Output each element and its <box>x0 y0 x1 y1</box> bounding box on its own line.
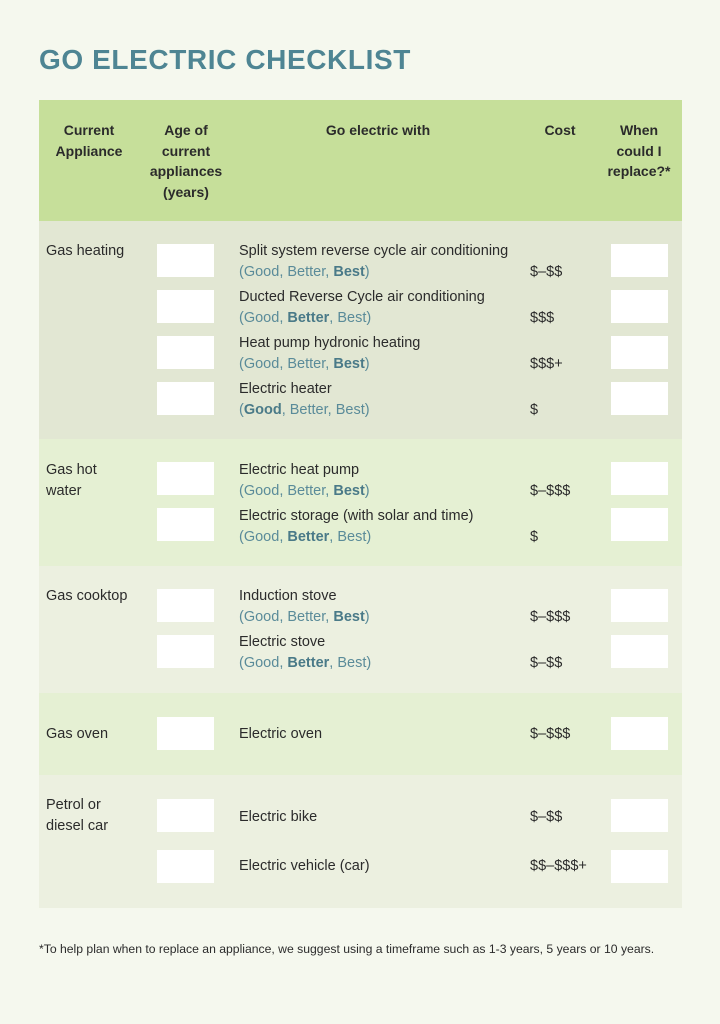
cost-value: $–$$$ <box>530 726 571 742</box>
appliance-label <box>46 241 124 262</box>
rating-best-highlighted: Best <box>333 483 365 499</box>
appliance-text: water <box>46 483 82 499</box>
checklist-table <box>39 100 682 908</box>
rating-scale: (Good, Better, Best) <box>239 264 370 280</box>
section-gas-oven <box>39 693 682 775</box>
alternative-name: Induction stove <box>239 588 337 604</box>
when-input-box[interactable] <box>611 717 668 750</box>
rating-good: Good <box>243 609 280 625</box>
rating-scale: (Good, Better, Best) <box>239 356 370 372</box>
appliance-text: Gas hot <box>46 462 97 478</box>
rating-best-highlighted: Best <box>333 264 365 280</box>
alternative-text <box>239 287 485 329</box>
when-input-box[interactable] <box>611 508 668 541</box>
cost-value: $$$+ <box>530 356 563 372</box>
rating-good-highlighted: Good <box>243 402 282 418</box>
header-when <box>599 120 679 182</box>
rating-better: Better <box>287 264 326 280</box>
header-text: current <box>161 142 211 159</box>
age-input-box[interactable] <box>157 799 214 832</box>
age-input-box[interactable] <box>157 244 214 277</box>
cost-value: $ <box>530 402 539 418</box>
alternative-name: Electric stove <box>239 634 326 650</box>
section-gas-heating <box>39 221 682 439</box>
header-text: Cost <box>544 122 576 138</box>
alternative-text <box>239 807 317 828</box>
table-header <box>39 100 682 221</box>
rating-better: Better <box>287 483 326 499</box>
rating-best-highlighted: Best <box>333 356 365 372</box>
alternative-text <box>239 632 371 674</box>
cost-value: $$–$$$+ <box>530 858 587 874</box>
when-input-box[interactable] <box>611 336 668 369</box>
header-text: Appliance <box>55 142 123 159</box>
age-input-box[interactable] <box>157 382 214 415</box>
alternative-text <box>239 460 370 502</box>
header-text: Current <box>63 122 115 138</box>
rating-better: Better <box>289 402 328 418</box>
age-input-box[interactable] <box>157 589 214 622</box>
age-input-box[interactable] <box>157 336 214 369</box>
alternative-text <box>239 506 474 548</box>
rating-best-highlighted: Best <box>333 609 365 625</box>
header-age <box>139 120 233 202</box>
age-input-box[interactable] <box>157 508 214 541</box>
rating-good: Good <box>243 310 280 326</box>
age-input-box[interactable] <box>157 635 214 668</box>
appliance-label <box>46 724 108 745</box>
rating-better: Better <box>287 609 326 625</box>
when-input-box[interactable] <box>611 462 668 495</box>
rating-scale: (Good, Better, Best) <box>239 655 372 671</box>
header-go-electric-with <box>239 120 517 141</box>
page-title: GO ELECTRIC CHECKLIST <box>39 44 411 75</box>
cost-value: $–$$$ <box>530 609 571 625</box>
header-text: replace?* <box>607 163 671 179</box>
rating-better: Better <box>287 356 326 372</box>
header-text: (years) <box>163 183 209 200</box>
age-input-box[interactable] <box>157 850 214 883</box>
rating-scale: (Good, Better, Best) <box>239 483 370 499</box>
header-cost <box>533 120 587 141</box>
cost-value: $–$$$ <box>530 483 571 499</box>
header-text: Age of <box>164 122 208 138</box>
appliance-text: Gas oven <box>46 726 109 742</box>
alternative-name: Electric storage (with solar and time) <box>239 508 474 524</box>
cost-value: $–$$ <box>530 655 563 671</box>
appliance-text: diesel car <box>46 818 109 834</box>
age-input-box[interactable] <box>157 717 214 750</box>
age-input-box[interactable] <box>157 290 214 323</box>
when-input-box[interactable] <box>611 799 668 832</box>
appliance-text: Petrol or <box>46 797 101 813</box>
alternative-text <box>239 856 370 877</box>
alternative-text <box>239 586 370 628</box>
cost-value: $ <box>530 529 539 545</box>
header-current-appliance <box>39 120 139 161</box>
rating-best: Best <box>337 310 367 326</box>
appliance-label <box>46 795 108 837</box>
when-input-box[interactable] <box>611 635 668 668</box>
rating-good: Good <box>243 655 280 671</box>
rating-scale: (Good, Better, Best) <box>239 529 372 545</box>
rating-scale: (Good, Better, Best) <box>239 609 370 625</box>
rating-better-highlighted: Better <box>287 655 330 671</box>
alternative-name: Electric vehicle (car) <box>239 858 370 874</box>
alternative-text <box>239 333 420 375</box>
appliance-text: Gas heating <box>46 243 125 259</box>
when-input-box[interactable] <box>611 244 668 277</box>
alternative-name: Ducted Reverse Cycle air conditioning <box>239 289 485 305</box>
rating-good: Good <box>243 483 280 499</box>
when-input-box[interactable] <box>611 589 668 622</box>
section-gas-hot-water <box>39 439 682 566</box>
rating-scale: (Good, Better, Best) <box>239 310 372 326</box>
rating-best: Best <box>335 402 365 418</box>
rating-best: Best <box>337 655 367 671</box>
appliance-text: Gas cooktop <box>46 588 128 604</box>
alternative-text <box>239 379 370 421</box>
section-gas-cooktop <box>39 566 682 693</box>
rating-better-highlighted: Better <box>287 310 330 326</box>
alternative-name: Split system reverse cycle air conditioning <box>239 243 509 259</box>
cost-value: $$$ <box>530 310 555 326</box>
appliance-label <box>46 586 127 607</box>
footnote: *To help plan when to replace an appliance, we suggest using a timeframe such as 1-3 years, 5 years or 10 years. <box>39 942 655 956</box>
alternative-name: Electric bike <box>239 809 318 825</box>
alternative-text <box>239 724 322 745</box>
alternative-name: Heat pump hydronic heating <box>239 335 421 351</box>
rating-good: Good <box>243 356 280 372</box>
cost-value: $–$$ <box>530 264 563 280</box>
alternative-name: Electric heater <box>239 381 332 397</box>
alternative-text <box>239 241 508 283</box>
rating-best: Best <box>337 529 367 545</box>
rating-good: Good <box>243 264 280 280</box>
alternative-name: Electric heat pump <box>239 462 360 478</box>
when-input-box[interactable] <box>611 382 668 415</box>
cost-value: $–$$ <box>530 809 563 825</box>
rating-good: Good <box>243 529 280 545</box>
when-input-box[interactable] <box>611 850 668 883</box>
header-text: could I <box>616 142 662 159</box>
header-text: When <box>619 122 659 138</box>
when-input-box[interactable] <box>611 290 668 323</box>
header-text: Go electric with <box>325 122 431 138</box>
header-text: appliances <box>149 163 223 179</box>
appliance-label <box>46 460 97 502</box>
alternative-name: Electric oven <box>239 726 323 742</box>
rating-scale: (Good, Better, Best) <box>239 402 370 418</box>
rating-better-highlighted: Better <box>287 529 330 545</box>
section-petrol-diesel-car <box>39 775 682 908</box>
age-input-box[interactable] <box>157 462 214 495</box>
